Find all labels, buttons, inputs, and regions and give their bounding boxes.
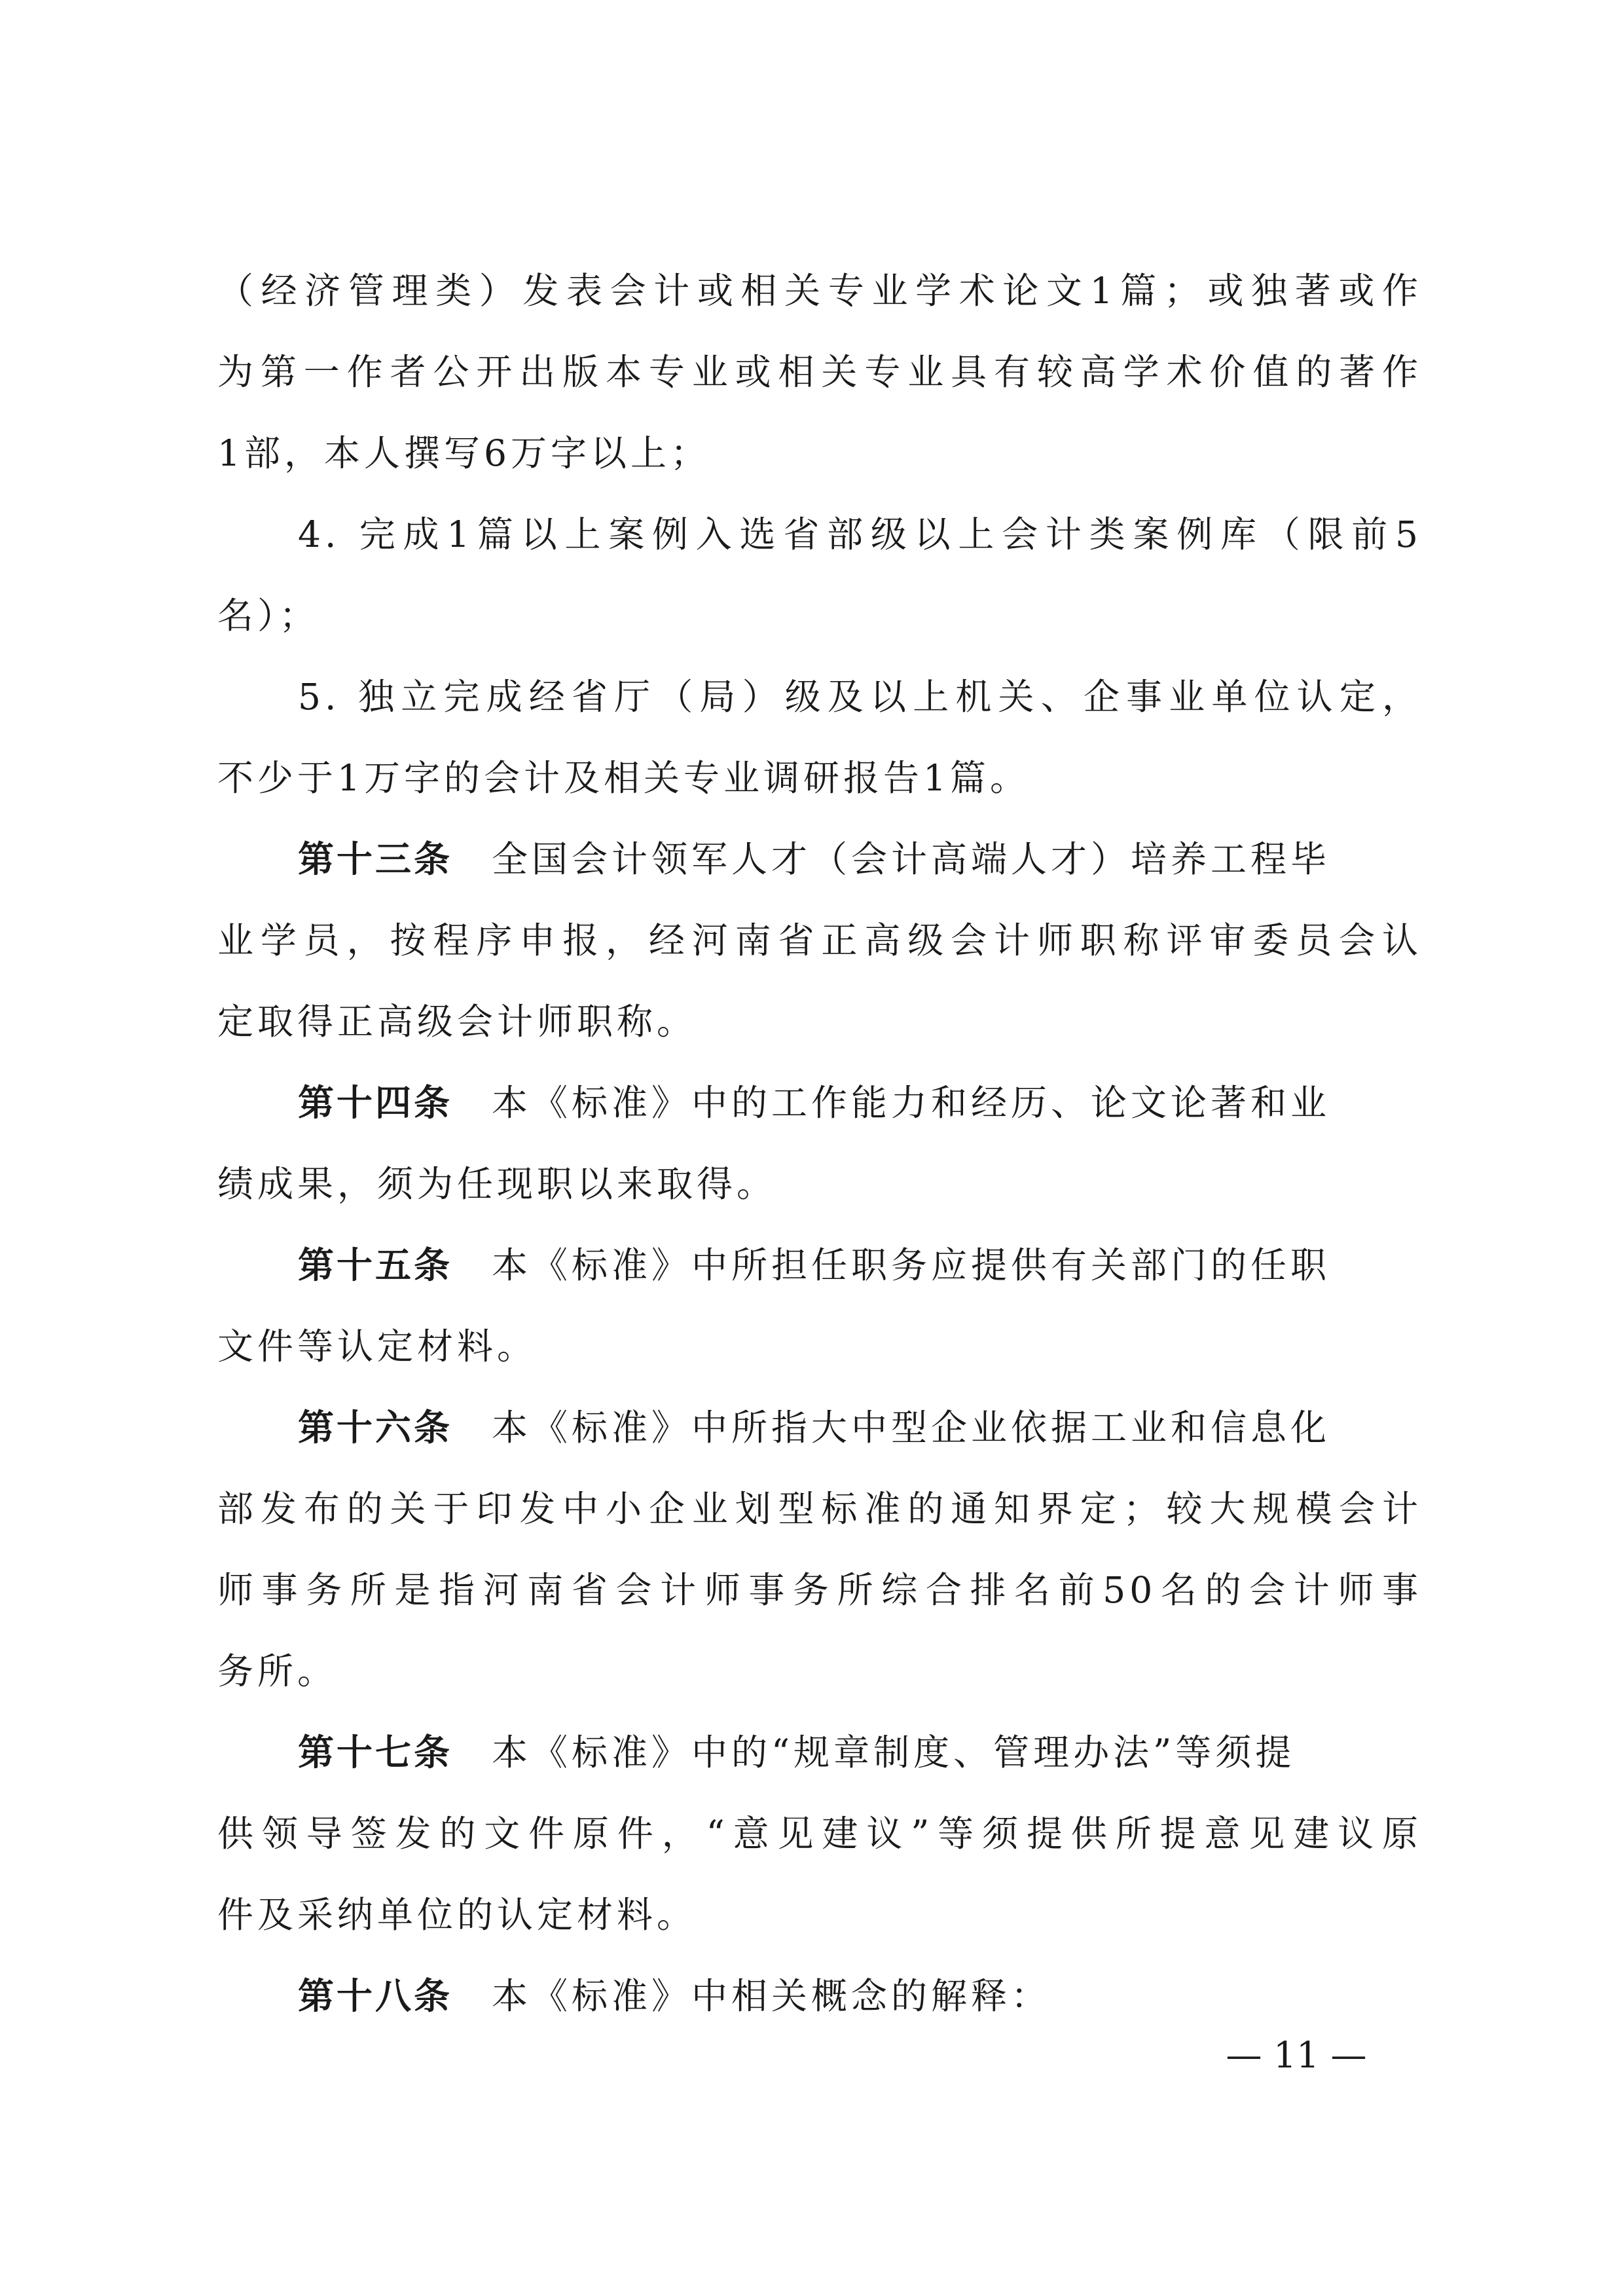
- article-15-line: [298, 1235, 1422, 1295]
- paragraph-line: 件及采纳单位的认定材料。: [217, 1894, 697, 1936]
- paragraph-line: 不少于1万字的会计及相关专业调研报告1篇。: [217, 757, 1030, 799]
- paragraph-line: 1部，本人撰写6万字以上；: [217, 432, 710, 474]
- article-13-text: 全国会计领军人才（会计高端人才）培养工程毕: [492, 838, 1331, 880]
- article-13-label: 第十三条: [298, 838, 453, 880]
- article-17-line: [298, 1722, 1422, 1783]
- paragraph-line: 名）；: [217, 595, 319, 637]
- article-14-line: [298, 1073, 1422, 1133]
- article-18-line: [298, 1966, 1422, 2026]
- article-17-text: 本《标准》中的“规章制度、管理办法”等须提: [492, 1731, 1296, 1773]
- paragraph-line: 业学员，按程序申报，经河南省正高级会计师职称评审委员会认: [217, 919, 1422, 961]
- paragraph-line: 务所。: [217, 1650, 338, 1692]
- article-13-line: [298, 829, 1422, 889]
- paragraph-line: 5. 独立完成经省厅（局）级及以上机关、企事业单位认定，: [298, 676, 1422, 718]
- paragraph-line: 文件等认定材料。: [217, 1325, 538, 1367]
- article-15-text: 本《标准》中所担任职务应提供有关部门的任职: [492, 1244, 1331, 1286]
- paragraph-line: 绩成果，须为任现职以来取得。: [217, 1163, 777, 1205]
- article-18-text: 本《标准》中相关概念的解释：: [492, 1975, 1051, 2017]
- article-15-label: 第十五条: [298, 1244, 453, 1286]
- paragraph-line: 4. 完成1篇以上案例入选省部级以上会计类案例库（限前5: [298, 513, 1422, 555]
- page-number: — 11 —: [1226, 2034, 1367, 2076]
- article-16-label: 第十六条: [298, 1407, 453, 1449]
- article-18-label: 第十八条: [298, 1975, 453, 2017]
- article-16-line: [298, 1398, 1422, 1458]
- article-14-text: 本《标准》中的工作能力和经历、论文论著和业: [492, 1082, 1331, 1124]
- article-17-label: 第十七条: [298, 1731, 453, 1773]
- paragraph-line: 供领导签发的文件原件，“意见建议”等须提供所提意见建议原: [217, 1813, 1422, 1855]
- article-16-text: 本《标准》中所指大中型企业依据工业和信息化: [492, 1407, 1331, 1449]
- paragraph-line: 部发布的关于印发中小企业划型标准的通知界定；较大规模会计: [217, 1488, 1422, 1530]
- paragraph-line: 定取得正高级会计师职称。: [217, 1001, 697, 1043]
- article-14-label: 第十四条: [298, 1082, 453, 1124]
- paragraph-line: 师事务所是指河南省会计师事务所综合排名前50名的会计师事: [217, 1569, 1422, 1611]
- paragraph-line: （经济管理类）发表会计或相关专业学术论文1篇；或独著或作: [217, 270, 1422, 312]
- paragraph-line: 为第一作者公开出版本专业或相关专业具有较高学术价值的著作: [217, 351, 1422, 393]
